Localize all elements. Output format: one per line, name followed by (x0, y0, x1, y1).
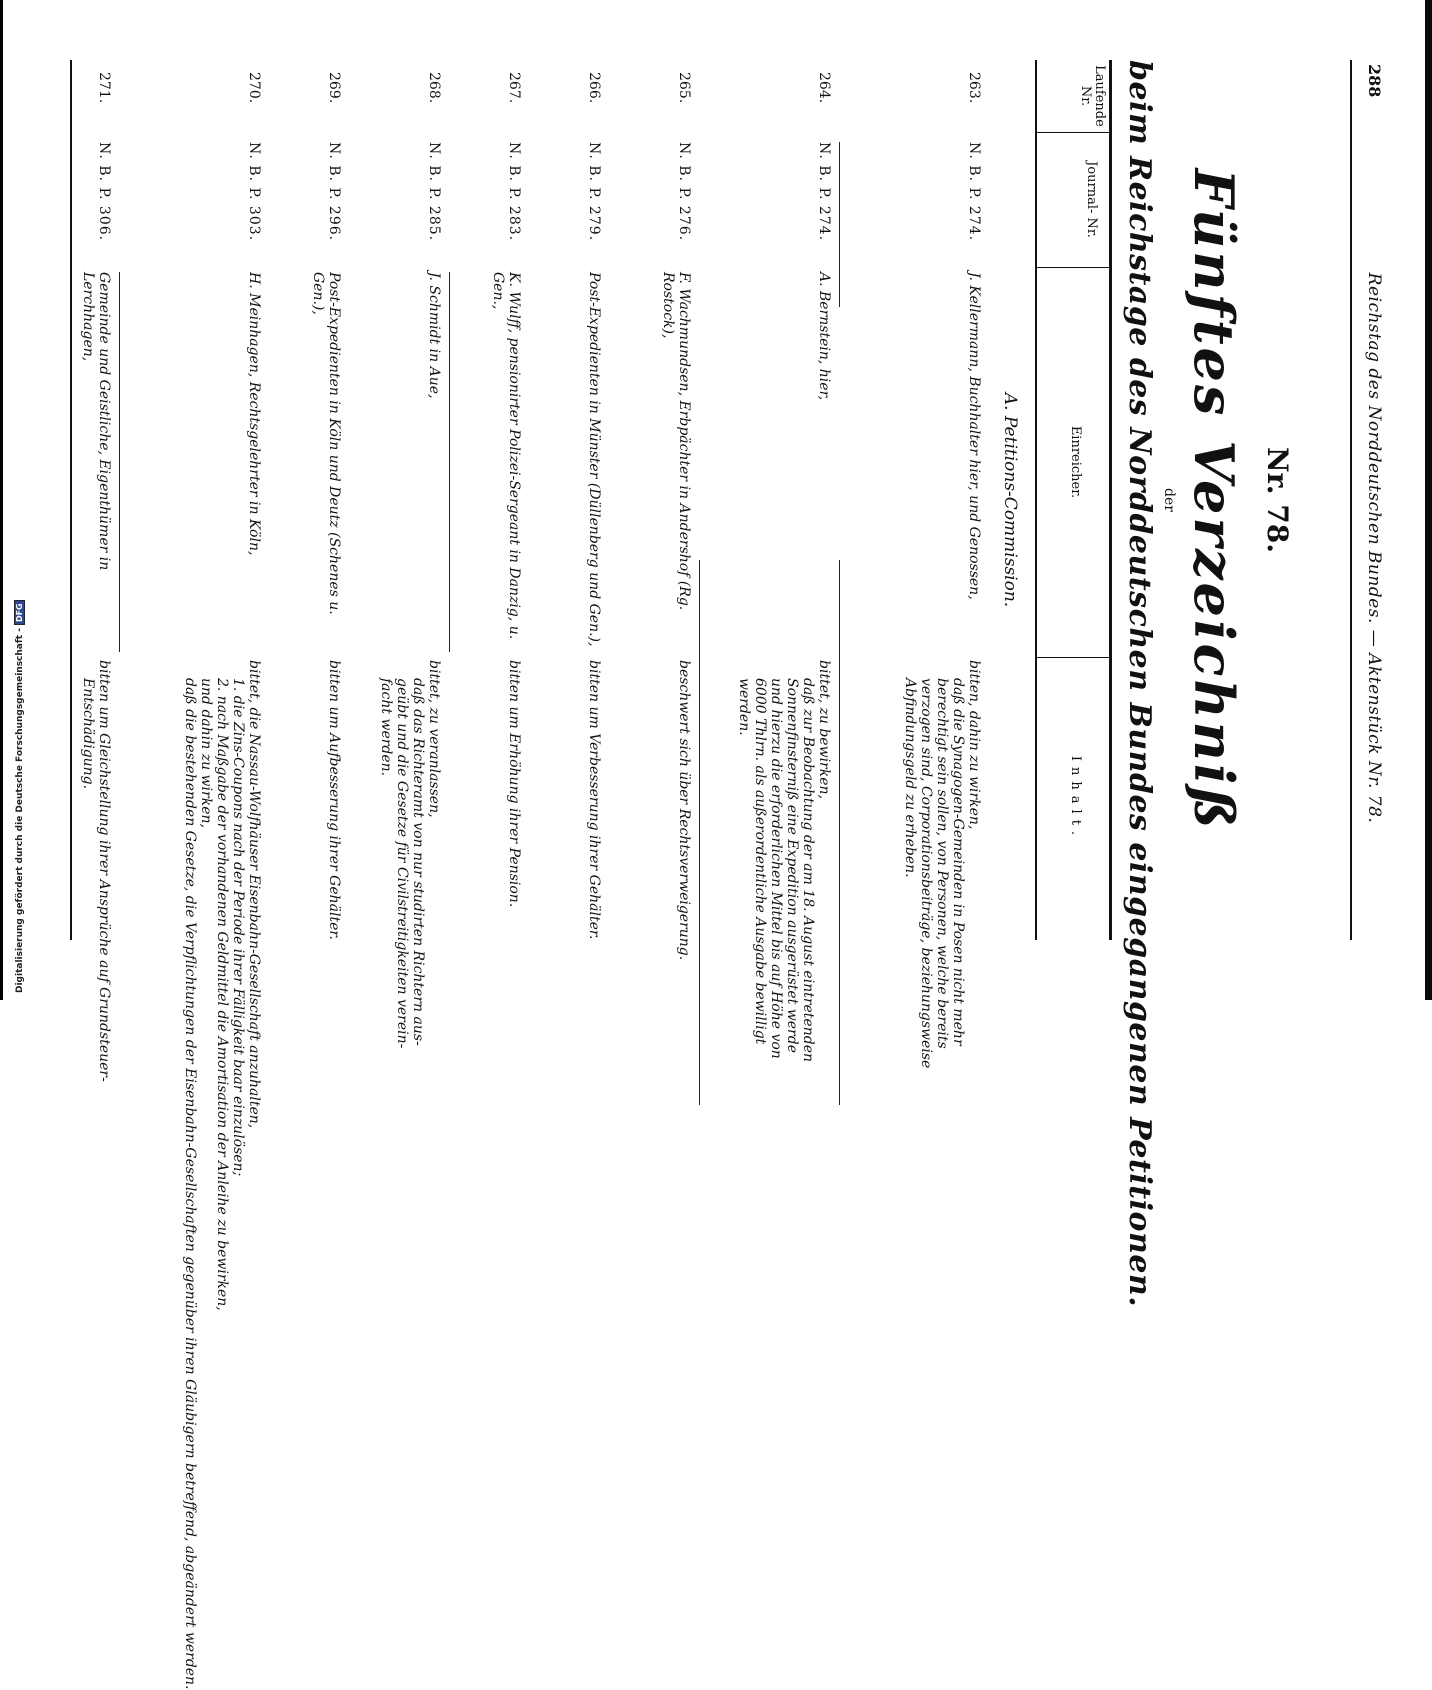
journal-nr-cell: N. B. P. 276. (676, 142, 692, 242)
einreicher-cell: H. Meinhagen, Rechtsgelehrter in Köln, (246, 272, 262, 556)
table-header-rule (1035, 60, 1037, 940)
scan-left-edge (0, 0, 3, 1000)
inhalt-line: 6000 Thlrn. als außerordentliche Ausgabe bewilligt (752, 678, 768, 1045)
einreicher-cell: F. Wachmundsen, Erbpächter in Andershof (Rg. Rostock), (660, 272, 692, 611)
inhalt-line: Sonnenfinsterniß eine Expedition ausgerüstet werde (784, 678, 800, 1053)
page-header (1350, 60, 1392, 940)
inhalt-line: werden. (736, 678, 752, 736)
lfd-nr-cell: 270. (246, 72, 262, 104)
inhalt-line: daß die bestehenden Gesetze, die Verpflichtungen der Eisenbahn-Gesellschaften gegenüber ihren Gläubigern betreffend, abgeändert werden. (182, 678, 198, 1690)
inhalt-line: verzogen sind, Corporationsbeiträge, beziehungsweise (918, 678, 934, 1069)
lfd-nr-cell: 265. (676, 72, 692, 104)
digitization-notice (14, 600, 25, 993)
inhalt-line: und hierzu die erforderlichen Mittel bis auf Höhe von (768, 678, 784, 1059)
einreicher-cell: Gemeinde und Geistliche, Eigenthümer in Lerchhagen, (80, 272, 112, 571)
section-title: A. Petitions-Commission. (1000, 392, 1020, 608)
row-separator (449, 272, 450, 652)
journal-nr-cell: N. B. P. 296. (326, 142, 342, 242)
journal-nr-cell: N. B. P. 303. (246, 142, 262, 242)
header-divider (1037, 132, 1109, 133)
inhalt-cell (676, 660, 692, 1180)
inhalt-cell (182, 660, 262, 1690)
document-title: Fünftes Verzeichniß (1182, 168, 1246, 832)
inhalt-line: 1. die Zins-Coupons nach der Periode ihrer Fälligkeit baar einzulösen; (230, 678, 246, 1177)
einreicher-cell: Post-Expedienten in Köln und Deutz (Schenes u. Gen.), (310, 272, 342, 615)
inhalt-cell (736, 660, 832, 1180)
header-inhalt: Inhalt. (1068, 755, 1083, 842)
inhalt-line: daß zur Beobachtung der am 18. August eintretenden (800, 678, 816, 1063)
einreicher-cell: Post-Expedienten in Münster (Düllenberg und Gen.), (586, 272, 602, 647)
journal-nr-cell: N. B. P. 274. (966, 142, 982, 242)
inhalt-line: daß das Richteramt von nur studirten Richtern aus- (410, 678, 426, 1046)
einreicher-cell: J. Schmidt in Aue, (426, 272, 442, 399)
row-separator (699, 560, 700, 1105)
journal-nr-cell: N. B. P. 274. (816, 142, 832, 242)
header-journal-nr: Journal- Nr. (1084, 161, 1099, 238)
inhalt-line: bitten um Aufbesserung ihrer Gehälter. (326, 660, 342, 940)
document-number: Nr. 78. (1261, 447, 1294, 553)
digitization-notice-text: Digitalisierung gefördert durch die Deutsche Forschungsgemeinschaft - (15, 628, 25, 993)
einreicher-cell: A. Bernstein, hier, (816, 272, 832, 401)
inhalt-line: bitten um Gleichstellung ihrer Ansprüche auf Grundsteuer- (96, 660, 112, 1082)
einreicher-cell: K. Wulff, pensionirter Polizei-Sergeant in Danzig, u. Gen., (490, 272, 522, 640)
document-der: der (1161, 488, 1177, 512)
inhalt-line: daß die Synagogen-Gemeinden in Posen nicht mehr (950, 678, 966, 1046)
page-number: 288 (1365, 64, 1384, 98)
journal-nr-cell: N. B. P. 285. (426, 142, 442, 242)
inhalt-line: beschwert sich über Rechtsverweigerung. (676, 660, 692, 961)
inhalt-cell (506, 660, 522, 1180)
inhalt-line: bitten, dahin zu wirken, (966, 660, 982, 830)
inhalt-line: und dahin zu wirken, (198, 678, 214, 828)
running-head: Reichstag des Norddeutschen Bundes. — Aktenstück Nr. 78. (1364, 272, 1384, 824)
lfd-nr-cell: 263. (966, 72, 982, 104)
journal-nr-cell: N. B. P. 306. (96, 142, 112, 242)
inhalt-cell (326, 660, 342, 1180)
inhalt-cell (80, 660, 112, 1180)
inhalt-cell (378, 660, 442, 1180)
inhalt-line: Abfindungsgeld zu erheben. (902, 678, 918, 878)
lfd-nr-cell: 267. (506, 72, 522, 104)
inhalt-line: bittet, zu veranlassen, (426, 660, 442, 818)
row-separator (119, 272, 120, 652)
journal-nr-cell: N. B. P. 279. (586, 142, 602, 242)
lfd-nr-cell: 264. (816, 72, 832, 104)
lfd-nr-cell: 271. (96, 72, 112, 104)
header-lfd-nr: Laufende Nr. (1078, 65, 1107, 127)
table-bottom-rule (70, 60, 72, 940)
document-subtitle: beim Reichstage des Norddeutschen Bundes eingegangenen Petitionen. (1122, 60, 1157, 1308)
inhalt-line: bitten um Erhöhung ihrer Pension. (506, 660, 522, 908)
inhalt-line: bitten um Verbesserung ihrer Gehälter. (586, 660, 602, 940)
lfd-nr-cell: 266. (586, 72, 602, 104)
journal-nr-cell: N. B. P. 283. (506, 142, 522, 242)
inhalt-line: 2. nach Maßgabe der vorhandenen Geldmittel die Amortisation der Anleihe zu bewirken, (214, 678, 230, 1311)
einreicher-cell: J. Kellermann, Buchhalter hier, und Genossen, (966, 272, 982, 600)
inhalt-cell (586, 660, 602, 1180)
inhalt-line: facht werden. (378, 678, 394, 777)
lfd-nr-cell: 268. (426, 72, 442, 104)
inhalt-line: bittet, die Nassau-Wolfhäuser Eisenbahn-Gesellschaft anzuhalten, (246, 660, 262, 1129)
inhalt-cell (902, 660, 982, 1180)
inhalt-line: berechtigt sein sollen, von Personen, welche bereits (934, 678, 950, 1049)
lfd-nr-cell: 269. (326, 72, 342, 104)
table-top-rule (1109, 60, 1112, 940)
row-separator (839, 560, 840, 1105)
inhalt-line: bittet, zu bewirken, (816, 660, 832, 799)
row-separator (839, 142, 840, 307)
header-einreicher: Einreicher. (1068, 425, 1083, 499)
dfg-logo: DFG (14, 600, 25, 625)
petition-table (62, 60, 1112, 1690)
rotated-page (62, 60, 1392, 1690)
inhalt-line: geübt und die Gesetze für Civilstreitigkeiten verein- (394, 678, 410, 1049)
scan-right-edge (1425, 0, 1432, 1000)
inhalt-line: Entschädigung. (80, 678, 96, 790)
